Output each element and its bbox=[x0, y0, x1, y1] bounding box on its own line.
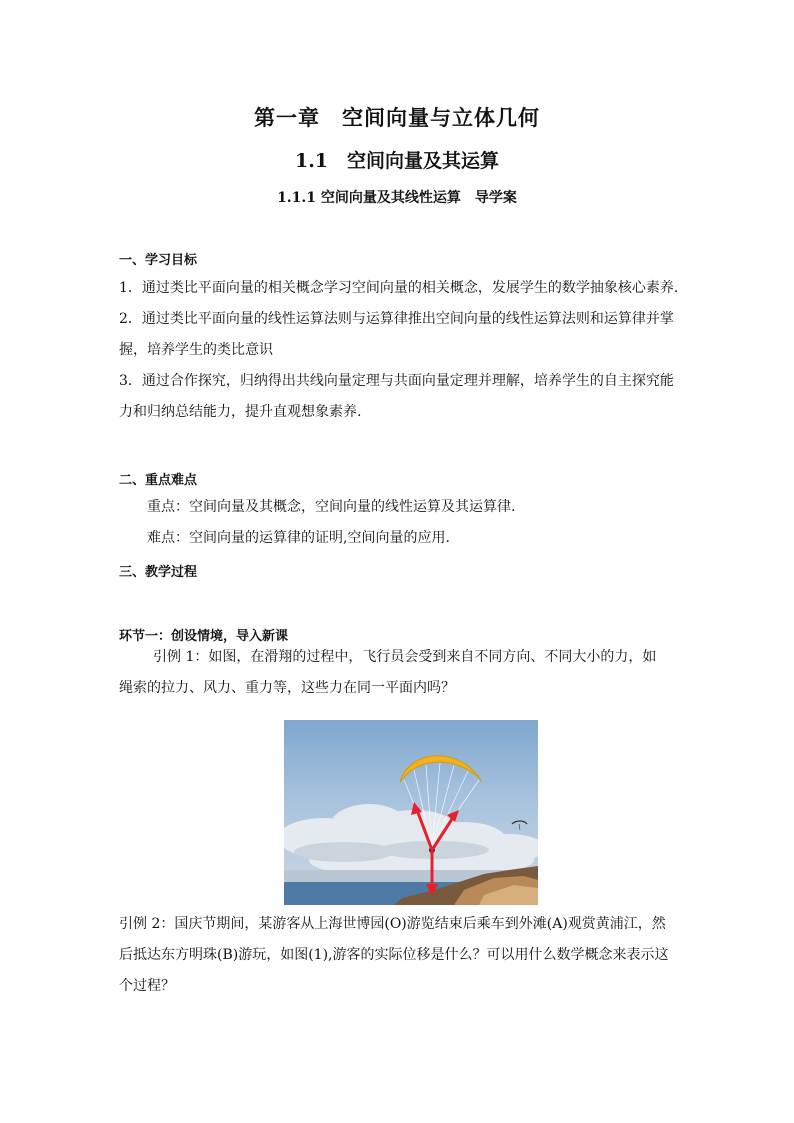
example2-block bbox=[119, 909, 679, 1002]
difficulty-line: 难点：空间向量的运算律的证明,空间向量的应用. bbox=[147, 530, 450, 546]
goal-line-1: 1．通过类比平面向量的相关概念学习空间向量的相关概念，发展学生的数学抽象核心素养. bbox=[119, 280, 679, 296]
paraglider-photo bbox=[284, 720, 538, 905]
example2-line-3: 个过程？ bbox=[119, 978, 175, 994]
step1-heading: 环节一：创设情境，导入新课 bbox=[119, 629, 289, 644]
learning-goals-list bbox=[119, 273, 679, 428]
example1-line-2: 绳索的拉力、风力、重力等，这些力在同一平面内吗？ bbox=[119, 680, 455, 696]
key-points-block bbox=[119, 492, 679, 554]
key-point-line: 重点：空间向量及其概念，空间向量的线性运算及其运算律. bbox=[147, 499, 516, 515]
example1-line-1: 引例 1：如图，在滑翔的过程中，飞行员会受到来自不同方向、不同大小的力，如 bbox=[153, 649, 657, 665]
chapter-title: 第一章 空间向量与立体几何 bbox=[254, 105, 540, 130]
subsection-title: 1.1.1 空间向量及其线性运算 导学案 bbox=[277, 190, 517, 206]
learning-goals-heading: 一、学习目标 bbox=[119, 253, 198, 268]
goal-line-3: 握，培养学生的类比意识 bbox=[119, 342, 273, 358]
example2-line-1: 引例 2：国庆节期间，某游客从上海世博园(O)游览结束后乘车到外滩(A)观赏黄浦江，然 bbox=[119, 916, 666, 932]
section-title: 1.1 空间向量及其运算 bbox=[294, 150, 500, 172]
goal-line-4: 3．通过合作探究，归纳得出共线向量定理与共面向量定理并理解，培养学生的自主探究能 bbox=[119, 373, 674, 389]
example1-block bbox=[119, 642, 679, 704]
goal-line-5: 力和归纳总结能力，提升直观想象素养. bbox=[119, 404, 362, 420]
goal-line-2: 2．通过类比平面向量的线性运算法则与运算律推出空间向量的线性运算法则和运算律并掌 bbox=[119, 311, 674, 327]
teaching-process-heading: 三、教学过程 bbox=[119, 565, 198, 580]
example2-line-2: 后抵达东方明珠(B)游玩，如图(1),游客的实际位移是什么？可以用什么数学概念来表示这 bbox=[119, 947, 669, 963]
key-points-heading: 二、重点难点 bbox=[119, 473, 198, 488]
